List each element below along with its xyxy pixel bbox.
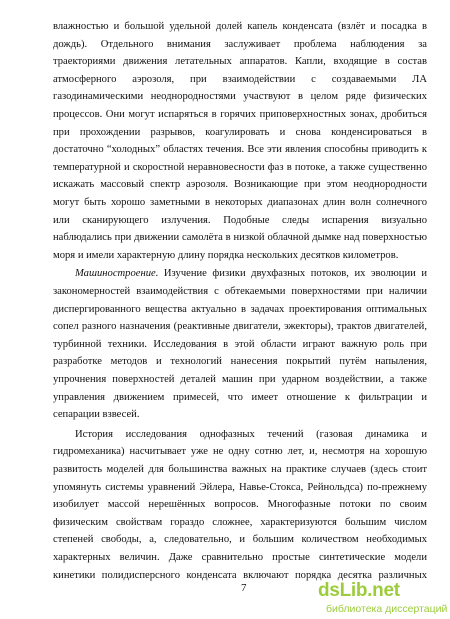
text-line: изобилует массой нерешённых вопросов. Многофазные потоки по своим — [53, 499, 427, 511]
text-line: могут быть хорошо заметными в некоторых диапазонах длин волн солнечного — [53, 197, 427, 208]
text-line: газодинамическими неоднородностями участвуют в целом ряде физических — [53, 91, 427, 103]
text-line: достаточно “холодных” областях течения. Все эти явления способны приводить к — [53, 144, 427, 156]
text-line: упрочнения поверхностей деталей машин при ударном воздействии, а также — [53, 374, 427, 385]
text-line: влажностью и большой удельной долей капель конденсата (взлёт и посадка в — [53, 21, 427, 32]
text-line: процессов. Они могут испаряться в горячих приповерхностных зонах, дробиться — [53, 109, 427, 120]
paragraph-first-line: История исследования однофазных течений (газовая динамика и — [75, 428, 427, 440]
watermark-subtitle: библиотека диссертаций — [326, 603, 448, 615]
text-line: атмосферного аэрозоля, при взаимодействии с создаваемыми ЛА — [53, 73, 427, 85]
text-line: турбинной техники. Исследования в этой области играют важную роль при — [53, 338, 427, 350]
text-line: характерных величин. Даже сравнительно простые синтетические модели — [53, 552, 427, 563]
text-line: при прохождении разрывов, коагулировать и снова конденсироваться в — [53, 126, 427, 138]
text-span: Изучение физики двухфазных потоков, их эволюции и — [158, 268, 427, 280]
text-line: наблюдались при движении самолёта в низкой облачной дымке над поверхностью — [53, 232, 427, 244]
text-line: диспергированного вещества актуально в задачах проектирования оптимальных — [53, 303, 427, 315]
text-line: дождь). Отдельного внимания заслуживает проблема наблюдения за — [53, 38, 427, 50]
section-heading: Машиностроение. — [75, 268, 159, 280]
text-line: управления движением примесей, что имеет отношение к фильтрации и — [53, 391, 427, 403]
text-line: степеней свободы, а, следовательно, и большим количеством необходимых — [53, 534, 427, 546]
watermark-logo: dsLib.net — [318, 580, 400, 601]
page-number: 7 — [241, 582, 247, 594]
text-line: гидромеханика) насчитывает уже не одну сотню лет, и, несмотря на хорошую — [53, 446, 427, 458]
paragraph-first-line — [75, 267, 427, 280]
text-line: моря и имели характерную длину порядка нескольких десятков километров. — [53, 249, 399, 261]
text-line: закономерностей взаимодействия с обтекаемыми поверхностями при наличии — [53, 286, 427, 297]
watermark — [318, 580, 450, 616]
text-line: развитость моделей для большинства важных на практике случаев (здесь стоит — [53, 464, 427, 475]
text-line: сепарации взвесей. — [53, 409, 140, 421]
text-line: физическим свойствам гораздо сложнее, характеризуются большим числом — [53, 516, 427, 528]
text-line: траекториями движения летательных аппаратов. Капли, входящие в состав — [53, 56, 427, 68]
text-line: разработке методов и технологий нанесения покрытий путём напыления, — [53, 356, 427, 368]
text-line: искажать массовый спектр аэрозоля. Возникающие при этом неоднородности — [53, 179, 427, 191]
text-line: или сканирующего излучения. Подобные следы испарения визуально — [53, 214, 427, 226]
text-line: кинетики полидисперсного конденсата включают порядка десятка различных — [53, 569, 427, 581]
text-line: сопел разного назначения (реактивные двигатели, эжекторы), трактов двигателей, — [53, 321, 427, 333]
text-line: упомянуть системы уравнений Эйлера, Навье-Стокса, Рейнольдса) по-прежнему — [53, 481, 427, 493]
text-line: температурной и скоростной неравновесности фаз в потоке, а также существенно — [53, 161, 427, 173]
